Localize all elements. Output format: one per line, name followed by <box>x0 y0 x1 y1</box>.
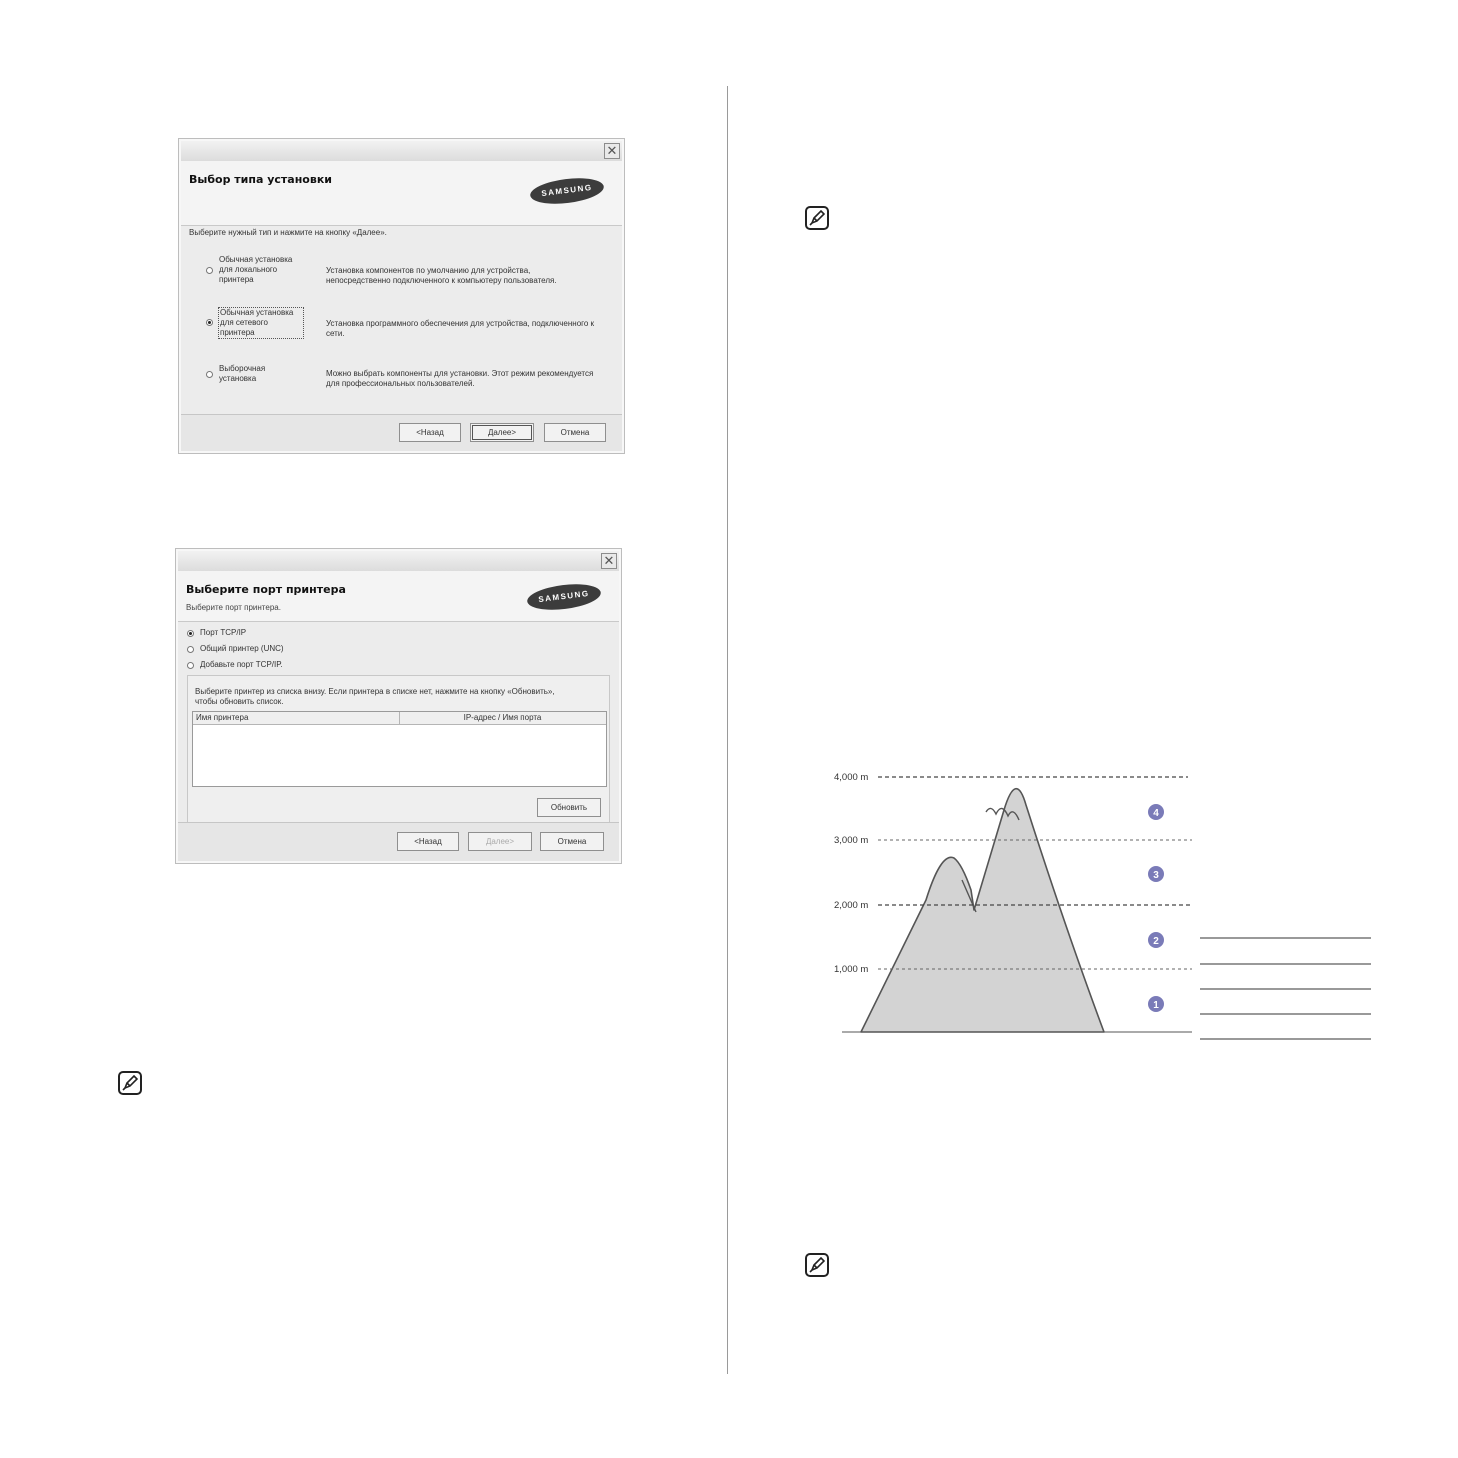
group-instruction: Выберите принтер из списка внизу. Если принтера в списке нет, нажмите на кнопку «Обновить», чтобы обновить список. <box>195 687 555 706</box>
radio-network-printer[interactable] <box>206 319 213 326</box>
column-divider <box>727 86 728 1374</box>
zone-marker-label: 3 <box>1153 870 1159 881</box>
altitude-diagram <box>826 760 1386 1060</box>
option-label: Выборочная установка <box>219 364 266 383</box>
button-bar <box>178 822 619 861</box>
mountain-back <box>861 789 1104 1032</box>
radio-local-printer[interactable] <box>206 267 213 274</box>
close-icon[interactable]: ✕ <box>604 143 620 159</box>
option-description: Установка программного обеспечения для устройства, подключенного к сети. <box>326 319 595 338</box>
dialog-header <box>181 161 622 226</box>
option-label: Порт TCP/IP <box>200 628 247 637</box>
install-type-dialog <box>178 138 625 454</box>
instruction-text: Выберите нужный тип и нажмите на кнопку «Далее». <box>189 228 387 237</box>
note-icon <box>118 1071 142 1095</box>
button-bar <box>181 414 622 451</box>
radio-add-tcpip-port[interactable] <box>187 662 194 669</box>
list-header <box>193 712 606 725</box>
dialog-subtitle: Выберите порт принтера. <box>186 603 281 612</box>
altitude-label: 1,000 m <box>834 964 869 975</box>
refresh-button[interactable]: Обновить <box>537 798 601 817</box>
radio-custom-install[interactable] <box>206 371 213 378</box>
column-header-printer-name[interactable]: Имя принтера <box>196 713 249 722</box>
radio-tcpip-port[interactable] <box>187 630 194 637</box>
zone-marker-label: 1 <box>1153 1000 1159 1011</box>
close-icon[interactable]: ✕ <box>601 553 617 569</box>
next-button[interactable]: Далее> <box>470 423 534 442</box>
altitude-label: 2,000 m <box>834 900 869 911</box>
altitude-diagram-svg <box>826 760 1386 1060</box>
radio-shared-printer[interactable] <box>187 646 194 653</box>
title-bar <box>181 141 622 161</box>
zone-marker-label: 4 <box>1153 808 1159 819</box>
printer-list[interactable] <box>192 711 607 787</box>
note-icon <box>805 1253 829 1277</box>
back-button[interactable]: <Назад <box>399 423 461 442</box>
note-icon <box>805 206 829 230</box>
dialog-title: Выберите порт принтера <box>186 583 346 596</box>
samsung-logo: SAMSUNG <box>529 175 605 208</box>
option-label: Добавьте порт TCP/IP. <box>200 660 283 669</box>
option-label: Общий принтер (UNC) <box>200 644 284 653</box>
title-bar <box>178 551 619 571</box>
samsung-logo: SAMSUNG <box>526 581 602 614</box>
altitude-label: 4,000 m <box>834 772 869 783</box>
dialog-title: Выбор типа установки <box>189 173 332 186</box>
back-button[interactable]: <Назад <box>397 832 459 851</box>
option-description: Установка компонентов по умолчанию для устройства, непосредственно подключенного к компьютеру пользователя. <box>326 266 557 285</box>
option-description: Можно выбрать компоненты для установки. Этот режим рекомендуется для профессиональных пользователей. <box>326 369 594 388</box>
cancel-button[interactable]: Отмена <box>540 832 604 851</box>
option-label: Обычная установка для локального принтера <box>219 255 293 284</box>
dialog-header <box>178 571 619 622</box>
next-button[interactable]: Далее> <box>468 832 532 851</box>
column-header-ip-address[interactable]: IP-адрес / Имя порта <box>399 712 605 724</box>
printer-list-group <box>187 675 610 823</box>
cancel-button[interactable]: Отмена <box>544 423 606 442</box>
printer-port-dialog <box>175 548 622 864</box>
altitude-label: 3,000 m <box>834 835 869 846</box>
option-label: Обычная установка для сетевого принтера <box>218 307 304 339</box>
zone-marker-label: 2 <box>1153 936 1159 947</box>
